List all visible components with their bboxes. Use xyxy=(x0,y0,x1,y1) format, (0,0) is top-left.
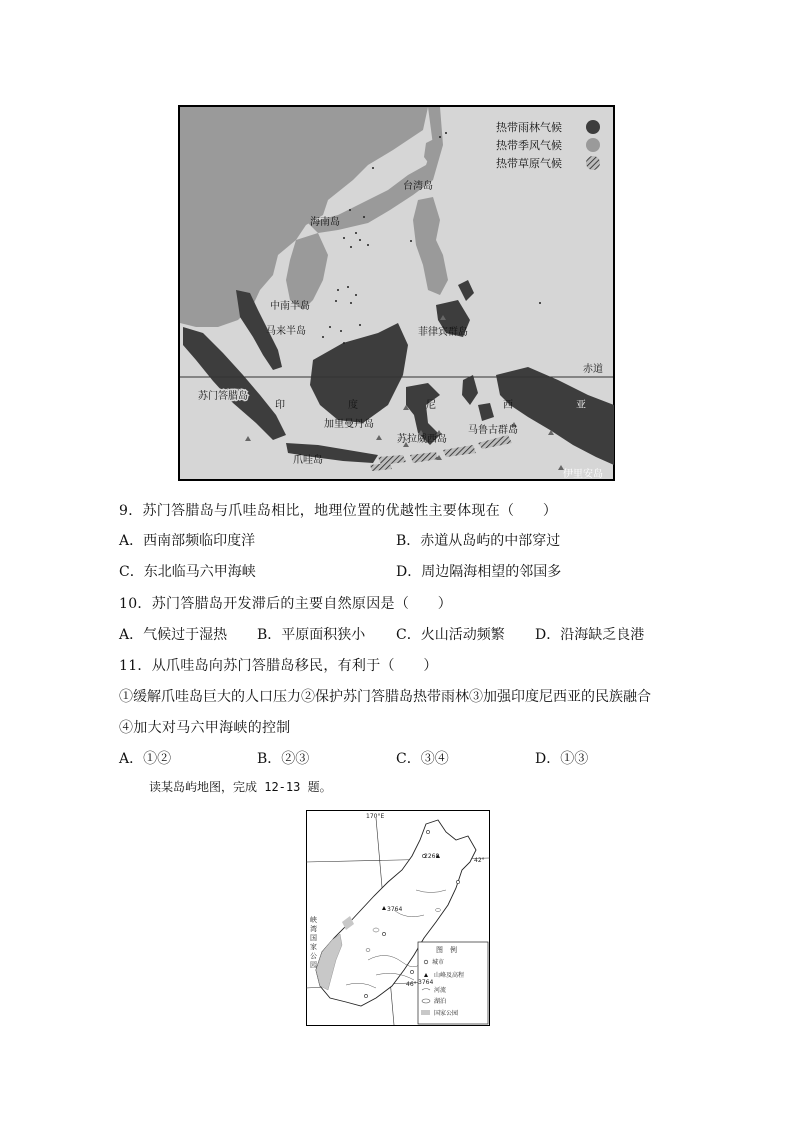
label-hainan: 海南岛 xyxy=(310,217,340,228)
island-map xyxy=(306,810,490,1026)
peak-3764-label: 3764 xyxy=(387,906,403,913)
label-philippines: 菲律宾群岛 xyxy=(418,327,468,338)
label-ni: 尼 xyxy=(426,400,436,411)
question-11-choices-line1: ①缓解爪哇岛巨大的人口压力②保护苏门答腊岛热带雨林③加强印度尼西亚的民族融合 xyxy=(119,689,651,705)
label-kalimantan: 加里曼丹岛 xyxy=(324,419,374,430)
q11-option-b[interactable]: B．②③ xyxy=(257,751,310,767)
label-sumatra: 苏门答腊岛 xyxy=(198,391,248,402)
section-intro: 读某岛屿地图，完成 12-13 题。 xyxy=(149,780,332,794)
label-indochina: 中南半岛 xyxy=(270,301,310,312)
svg-text:家: 家 xyxy=(310,943,317,951)
q9-option-a[interactable]: A．西南部频临印度洋 xyxy=(119,533,256,549)
q11-option-a[interactable]: A．①② xyxy=(119,751,172,767)
q10-option-a[interactable]: A．气候过于湿热 xyxy=(119,627,228,643)
svg-text:峡: 峡 xyxy=(310,916,317,924)
hainan-island xyxy=(317,178,335,192)
q10-option-d[interactable]: D．沿海缺乏良港 xyxy=(535,627,645,643)
southeast-asia-climate-map xyxy=(178,105,615,481)
legend-peak-value: 3764 xyxy=(418,979,434,986)
legend-peak: 山峰及高程 xyxy=(434,972,465,979)
label-equator: 赤道 xyxy=(583,364,603,375)
q10-option-c[interactable]: C．火山活动频繁 xyxy=(396,627,505,643)
label-ya: 亚 xyxy=(576,400,586,411)
svg-text:公: 公 xyxy=(310,952,317,960)
question-10-stem: 10．苏门答腊岛开发滞后的主要自然原因是（ ） xyxy=(119,596,453,612)
legend-monsoon-label: 热带季风气候 xyxy=(496,139,562,152)
legend-rainforest-label: 热带雨林气候 xyxy=(496,121,562,134)
legend-monsoon-swatch xyxy=(586,138,600,152)
legend-savanna-label: 热带草原气候 xyxy=(496,157,562,170)
q9-option-c[interactable]: C．东北临马六甲海峡 xyxy=(119,564,256,580)
peak-2268-label: 2268 xyxy=(424,853,440,860)
label-maluku: 马鲁古群岛 xyxy=(468,425,518,436)
legend-city: 城市 xyxy=(432,959,445,966)
legend-park: 国家公园 xyxy=(434,1010,459,1017)
question-9-stem: 9．苏门答腊岛与爪哇岛相比，地理位置的优越性主要体现在（ ） xyxy=(119,503,558,519)
q11-option-c[interactable]: C．③④ xyxy=(396,751,449,767)
q9-option-b[interactable]: B．赤道从岛屿的中部穿过 xyxy=(396,533,561,549)
label-yin: 印 xyxy=(275,400,285,411)
label-sulawesi: 苏拉威西岛 xyxy=(397,434,447,445)
lat-46-label: 46° xyxy=(406,981,417,988)
label-du: 度 xyxy=(348,400,358,411)
svg-text:园: 园 xyxy=(310,961,317,969)
q11-option-d[interactable]: D．①③ xyxy=(535,751,589,767)
q10-option-b[interactable]: B．平原面积狭小 xyxy=(257,627,366,643)
question-11-stem: 11．从爪哇岛向苏门答腊岛移民，有利于（ ） xyxy=(119,658,438,674)
question-11-choices-line2: ④加大对马六甲海峡的控制 xyxy=(119,720,291,736)
legend-savanna-swatch xyxy=(586,156,600,170)
legend-lake: 湖泊 xyxy=(434,998,447,1005)
label-taiwan: 台湾岛 xyxy=(403,181,433,192)
legend-rainforest-swatch xyxy=(586,120,600,134)
lat-42-label: 42° xyxy=(474,857,485,864)
legend-river: 河流 xyxy=(434,987,447,994)
svg-text:国: 国 xyxy=(310,934,317,942)
label-java: 爪哇岛 xyxy=(293,455,323,466)
legend-title: 图 例 xyxy=(436,946,457,954)
lon-170-label: 170°E xyxy=(366,813,385,820)
island-map-legend xyxy=(418,942,488,1024)
svg-text:湾: 湾 xyxy=(310,925,317,933)
q9-option-d[interactable]: D．周边隔海相望的邻国多 xyxy=(396,564,562,580)
label-irian: 伊里安岛 xyxy=(563,469,603,480)
label-malay: 马来半岛 xyxy=(266,326,306,337)
label-xi: 西 xyxy=(503,400,513,411)
